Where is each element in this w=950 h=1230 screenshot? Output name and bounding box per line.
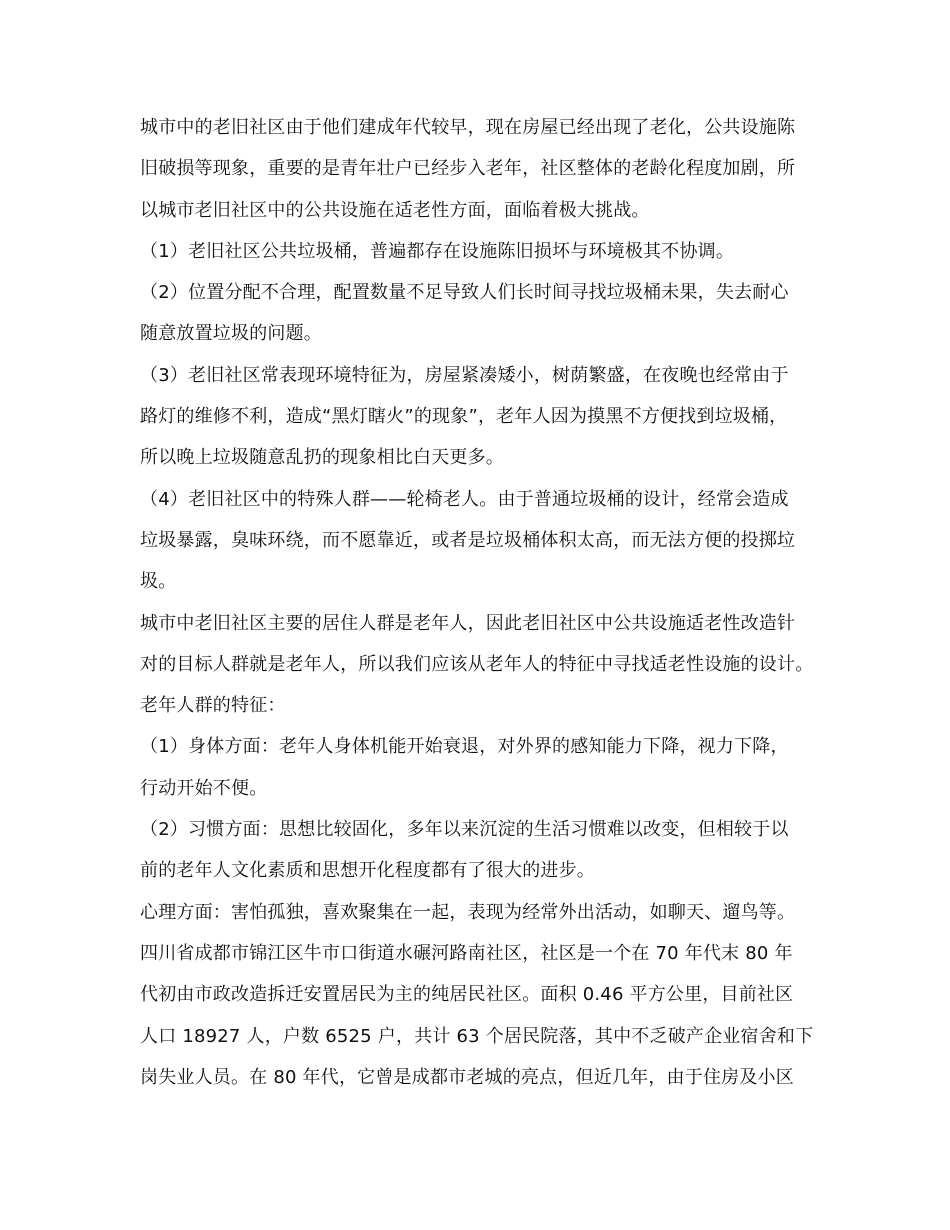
text-line: （4）老旧社区中的特殊人群——轮椅老人。由于普通垃圾桶的设计，经常会造成 [140,488,789,510]
text-line: 所以晚上垃圾随意乱扔的现象相比白天更多。 [140,447,504,469]
document-body [140,107,840,1098]
text-line: 四川省成都市锦江区牛市口街道水碾河路南社区，社区是一个在 70 年代末 80 年 [140,942,793,964]
text-line: 岗失业人员。在 80 年代，它曾是成都市老城的亮点，但近几年，由于住房及小区 [140,1066,794,1088]
text-line: 圾。 [140,571,177,593]
text-line: 以城市老旧社区中的公共设施在适老性方面，面临着极大挑战。 [140,199,650,221]
text-line: （2）位置分配不合理，配置数量不足导致人们长时间寻找垃圾桶未果，失去耐心 [140,282,789,304]
text-line: 人口 18927 人，户数 6525 户，共计 63 个居民院落，其中不乏破产企业宿舍和下 [140,1025,814,1047]
text-line: 城市中老旧社区主要的居住人群是老年人，因此老旧社区中公共设施适老性改造针 [140,612,796,634]
text-line: 前的老年人文化素质和思想开化程度都有了很大的进步。 [140,860,595,882]
text-line: （1）老旧社区公共垃圾桶，普遍都存在设施陈旧损坏与环境极其不协调。 [140,240,735,262]
text-line: 老年人群的特征： [140,695,286,717]
text-line: 路灯的维修不利，造成“黑灯瞎火”的现象”，老年人因为摸黑不方便找到垃圾桶， [140,406,788,428]
text-line: 随意放置垃圾的问题。 [140,323,322,345]
text-line: 行动开始不便。 [140,777,268,799]
text-line: （3）老旧社区常表现环境特征为，房屋紧凑矮小，树荫繁盛，在夜晚也经常由于 [140,364,789,386]
text-line: 旧破损等现象，重要的是青年壮户已经步入老年，社区整体的老龄化程度加剧，所 [140,158,796,180]
text-line: 代初由市政改造拆迁安置居民为主的纯居民社区。面积 0.46 平方公里，目前社区 [140,984,794,1006]
text-line: 城市中的老旧社区由于他们建成年代较早，现在房屋已经出现了老化，公共设施陈 [140,117,796,138]
text-line: 垃圾暴露，臭味环绕，而不愿靠近，或者是垃圾桶体积太高，而无法方便的投掷垃 [140,529,796,551]
text-line: 心理方面：害怕孤独，喜欢聚集在一起，表现为经常外出活动，如聊天、遛鸟等。 [140,901,796,923]
text-line: 对的目标人群就是老年人，所以我们应该从老年人的特征中寻找适老性设施的设计。 [140,653,814,675]
text-line: （2）习惯方面：思想比较固化，多年以来沉淀的生活习惯难以改变，但相较于以 [140,819,789,841]
text-line: （1）身体方面：老年人身体机能开始衰退，对外界的感知能力下降，视力下降， [140,736,789,758]
